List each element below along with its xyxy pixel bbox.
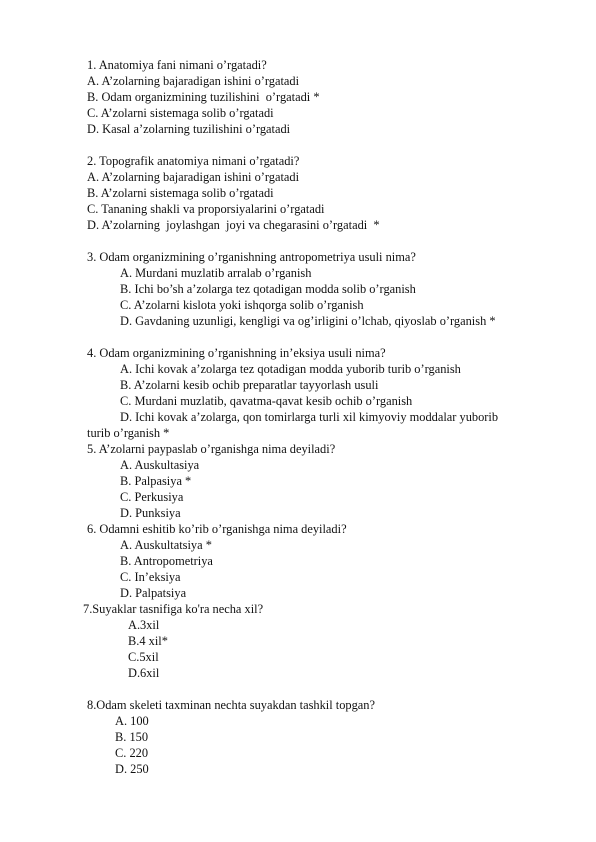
question-4-option-c: C. Murdani muzlatib, qavatma-qavat kesib ochib o’rganish xyxy=(120,394,413,408)
question-8-option-c: C. 220 xyxy=(115,746,149,760)
question-1-option-a: A. A’zolarning bajaradigan ishini o’rgatadi xyxy=(87,74,300,88)
question-8-option-d: D. 250 xyxy=(115,762,149,776)
question-3-text: 3. Odam organizmining o’rganishning antropometriya usuli nima? xyxy=(87,250,416,264)
question-3-option-d: D. Gavdaning uzunligi, kengligi va og’irligini o’lchab, qiyoslab o’rganish * xyxy=(120,314,496,328)
question-4-option-b: B. A’zolarni kesib ochib preparatlar tayyorlash usuli xyxy=(120,378,379,392)
question-4-text: 4. Odam organizmining o’rganishning in’eksiya usuli nima? xyxy=(87,346,386,360)
question-2-option-c: C. Tananing shakli va proporsiyalarini o’rgatadi xyxy=(87,202,325,216)
question-6-text: 6. Odamni eshitib ko’rib o’rganishga nima deyiladi? xyxy=(87,522,347,536)
question-1-option-b: B. Odam organizmining tuzilishini o’rgatadi * xyxy=(87,90,320,104)
question-4-option-a: A. Ichi kovak a’zolarga tez qotadigan modda yuborib turib o’rganish xyxy=(120,362,461,376)
question-5-option-c: C. Perkusiya xyxy=(120,490,184,504)
question-4-option-d: D. Ichi kovak a’zolarga, qon tomirlarga turli xil kimyoviy moddalar yuborib xyxy=(120,410,499,424)
question-1-option-c: C. A’zolarni sistemaga solib o’rgatadi xyxy=(87,106,274,120)
question-5-option-a: A. Auskultasiya xyxy=(120,458,200,472)
question-2-option-b: B. A’zolarni sistemaga solib o’rgatadi xyxy=(87,186,274,200)
question-3-option-c: C. A’zolarni kislota yoki ishqorga solib o’rganish xyxy=(120,298,364,312)
question-2-text: 2. Topografik anatomiya nimani o’rgatadi? xyxy=(87,154,300,168)
question-5-text: 5. A’zolarni paypaslab o’rganishga nima deyiladi? xyxy=(87,442,336,456)
question-7-option-b: B.4 xil* xyxy=(128,634,168,648)
question-8-option-b: B. 150 xyxy=(115,730,149,744)
question-5-option-d: D. Punksiya xyxy=(120,506,181,520)
question-6-option-b: B. Antropometriya xyxy=(120,554,213,568)
question-4-option-d-continuation: turib o’rganish * xyxy=(87,426,170,440)
question-7-option-d: D.6xil xyxy=(128,666,160,680)
question-6-option-a: A. Auskultatsiya * xyxy=(120,538,212,552)
question-5-option-b: B. Palpasiya * xyxy=(120,474,192,488)
question-3-option-b: B. Ichi bo’sh a’zolarga tez qotadigan modda solib o’rganish xyxy=(120,282,416,296)
question-1-text: 1. Anatomiya fani nimani o’rgatadi? xyxy=(87,58,267,72)
question-8-option-a: A. 100 xyxy=(115,714,149,728)
question-8-text: 8.Odam skeleti taxminan nechta suyakdan tashkil topgan? xyxy=(87,698,376,712)
question-1-option-d: D. Kasal a’zolarning tuzilishini o’rgatadi xyxy=(87,122,291,136)
question-7-option-a: A.3xil xyxy=(128,618,160,632)
question-7-option-c: C.5xil xyxy=(128,650,159,664)
question-2-option-d: D. A’zolarning joylashgan joyi va chegarasini o’rgatadi * xyxy=(87,218,380,232)
question-6-option-d: D. Palpatsiya xyxy=(120,586,187,600)
question-2-option-a: A. A’zolarning bajaradigan ishini o’rgatadi xyxy=(87,170,300,184)
question-6-option-c: C. In’eksiya xyxy=(120,570,181,584)
question-7-text: 7.Suyaklar tasnifiga ko'ra necha xil? xyxy=(83,602,264,616)
question-3-option-a: A. Murdani muzlatib arralab o’rganish xyxy=(120,266,312,280)
